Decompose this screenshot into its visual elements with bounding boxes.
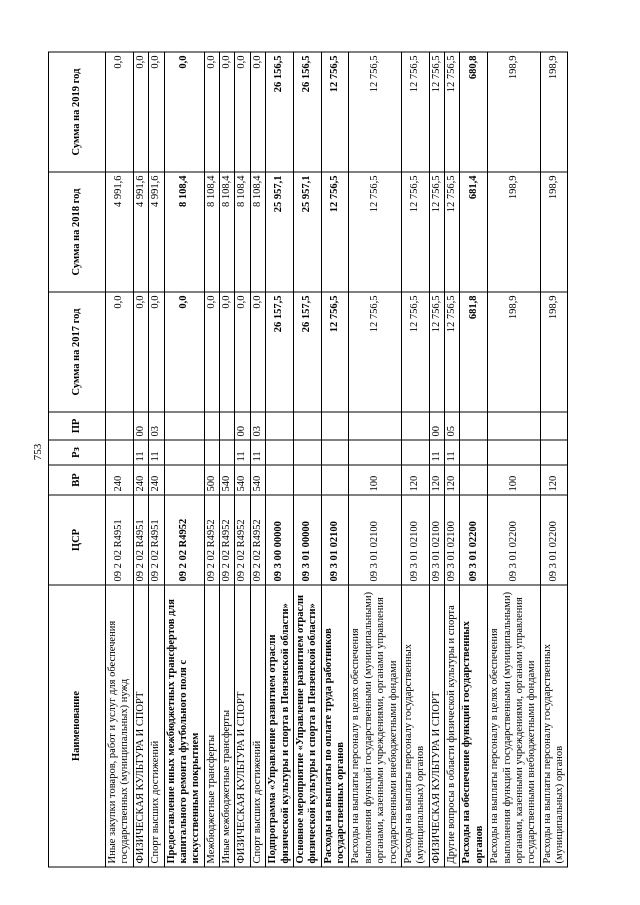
cell-sum-2019: 0,0 <box>235 52 250 172</box>
cell-vr: 500 <box>204 465 219 495</box>
cell-pr: 00 <box>133 412 148 440</box>
cell-sum-2019: 12 756,5 <box>429 52 444 172</box>
cell-sum-2017: 26 157,5 <box>266 292 294 412</box>
rotated-page <box>48 53 590 868</box>
cell-sum-2019: 680,8 <box>460 52 488 172</box>
cell-sum-2019: 0,0 <box>133 52 148 172</box>
cell-csr: 09 3 01 02100 <box>321 495 349 585</box>
cell-sum-2017: 0,0 <box>250 292 265 412</box>
cell-pr: 03 <box>250 412 265 440</box>
cell-sum-2018: 4 991,6 <box>149 172 164 292</box>
cell-vr: 540 <box>235 465 250 495</box>
header-rz: Рз <box>49 440 106 465</box>
cell-name: Расходы на выплаты персоналу государственных (муниципальных) органов <box>540 585 568 867</box>
cell-rz: 11 <box>235 440 250 465</box>
cell-sum-2019: 26 156,5 <box>293 52 321 172</box>
table-row <box>204 52 219 867</box>
cell-sum-2018: 12 756,5 <box>445 172 460 292</box>
cell-name: Расходы на выплаты персоналу государственных (муниципальных) органов <box>401 585 429 867</box>
cell-csr: 09 2 02 R4952 <box>164 495 204 585</box>
cell-sum-2019: 12 756,5 <box>401 52 429 172</box>
cell-sum-2019: 0,0 <box>204 52 219 172</box>
cell-name: Расходы на обеспечение функций государственных органов <box>460 585 488 867</box>
cell-sum-2017: 0,0 <box>133 292 148 412</box>
cell-vr: 120 <box>429 465 444 495</box>
cell-sum-2019: 26 156,5 <box>266 52 294 172</box>
cell-csr: 09 2 02 R4952 <box>235 495 250 585</box>
cell-rz <box>349 440 402 465</box>
table-body <box>106 52 568 867</box>
table-row <box>106 52 134 867</box>
cell-sum-2018: 12 756,5 <box>401 172 429 292</box>
cell-sum-2017: 198,9 <box>540 292 568 412</box>
cell-rz: 11 <box>133 440 148 465</box>
cell-sum-2018: 25 957,1 <box>266 172 294 292</box>
cell-sum-2017: 0,0 <box>220 292 235 412</box>
cell-pr: 00 <box>235 412 250 440</box>
cell-sum-2018: 4 991,6 <box>133 172 148 292</box>
cell-name: Расходы на выплаты персоналу в целях обеспечения выполнения функций государственными (муниципальными) органами, казенными учреждениями, органами управления государственными внебюджетными фондами <box>349 585 402 867</box>
cell-csr: 09 2 02 R4952 <box>204 495 219 585</box>
cell-pr: 00 <box>429 412 444 440</box>
cell-pr <box>488 412 541 440</box>
cell-name: Расходы на выплаты персоналу в целях обеспечения выполнения функций государственными (муниципальными) органами, казенными учреждениями, органами управления государственными внебюджетными фондами <box>488 585 541 867</box>
cell-rz <box>204 440 219 465</box>
cell-rz <box>460 440 488 465</box>
table-row <box>293 52 321 867</box>
cell-vr <box>321 465 349 495</box>
header-sum-2018: Сумма на 2018 год <box>49 172 106 292</box>
cell-name: Предоставление иных межбюджетных трансфертов для капитального ремонта футбольного поля с искусственным покрытием <box>164 585 204 867</box>
cell-vr: 240 <box>106 465 134 495</box>
cell-pr <box>266 412 294 440</box>
cell-vr <box>460 465 488 495</box>
header-name: Наименование <box>49 585 106 867</box>
cell-pr <box>106 412 134 440</box>
cell-name: Другие вопросы в области физической культуры и спорта <box>445 585 460 867</box>
cell-csr: 09 3 01 02200 <box>488 495 541 585</box>
cell-name: Спорт высших достижений <box>149 585 164 867</box>
table-row <box>460 52 488 867</box>
cell-rz <box>220 440 235 465</box>
cell-csr: 09 3 01 00000 <box>293 495 321 585</box>
table-header-row <box>49 52 106 867</box>
cell-csr: 09 2 02 R4951 <box>149 495 164 585</box>
budget-table <box>48 52 568 868</box>
cell-sum-2018: 8 108,4 <box>250 172 265 292</box>
cell-sum-2019: 0,0 <box>220 52 235 172</box>
cell-sum-2018: 8 108,4 <box>235 172 250 292</box>
cell-csr: 09 3 00 00000 <box>266 495 294 585</box>
cell-pr <box>349 412 402 440</box>
cell-sum-2019: 12 756,5 <box>321 52 349 172</box>
cell-sum-2017: 12 756,5 <box>401 292 429 412</box>
cell-sum-2019: 12 756,5 <box>349 52 402 172</box>
cell-sum-2018: 8 108,4 <box>220 172 235 292</box>
cell-sum-2018: 198,9 <box>488 172 541 292</box>
cell-sum-2018: 4 991,6 <box>106 172 134 292</box>
cell-pr <box>540 412 568 440</box>
cell-csr: 09 3 01 02100 <box>401 495 429 585</box>
cell-sum-2019: 0,0 <box>250 52 265 172</box>
cell-pr <box>293 412 321 440</box>
cell-name: Расходы на выплаты по оплате труда работников государственных органов <box>321 585 349 867</box>
cell-sum-2018: 198,9 <box>540 172 568 292</box>
cell-pr <box>401 412 429 440</box>
cell-pr: 05 <box>445 412 460 440</box>
table-row <box>164 52 204 867</box>
table-row <box>149 52 164 867</box>
cell-sum-2019: 0,0 <box>106 52 134 172</box>
cell-sum-2019: 0,0 <box>149 52 164 172</box>
cell-name: ФИЗИЧЕСКАЯ КУЛЬТУРА И СПОРТ <box>235 585 250 867</box>
cell-sum-2018: 8 108,4 <box>204 172 219 292</box>
cell-sum-2017: 12 756,5 <box>445 292 460 412</box>
header-sum-2019: Сумма на 2019 год <box>49 52 106 172</box>
cell-rz: 11 <box>445 440 460 465</box>
cell-csr: 09 2 02 R4952 <box>250 495 265 585</box>
cell-sum-2017: 0,0 <box>164 292 204 412</box>
table-row <box>429 52 444 867</box>
cell-csr: 09 3 01 02100 <box>429 495 444 585</box>
cell-vr: 540 <box>250 465 265 495</box>
cell-vr: 120 <box>540 465 568 495</box>
cell-rz <box>164 440 204 465</box>
cell-pr <box>460 412 488 440</box>
cell-sum-2017: 0,0 <box>235 292 250 412</box>
cell-vr: 100 <box>349 465 402 495</box>
cell-sum-2018: 12 756,5 <box>429 172 444 292</box>
table-row <box>133 52 148 867</box>
table-row <box>250 52 265 867</box>
table-row <box>220 52 235 867</box>
cell-rz <box>401 440 429 465</box>
cell-sum-2017: 0,0 <box>204 292 219 412</box>
cell-pr <box>321 412 349 440</box>
cell-vr: 120 <box>445 465 460 495</box>
cell-name: Межбюджетные трансферты <box>204 585 219 867</box>
cell-sum-2017: 681,8 <box>460 292 488 412</box>
cell-sum-2017: 198,9 <box>488 292 541 412</box>
header-sum-2017: Сумма на 2017 год <box>49 292 106 412</box>
cell-sum-2019: 0,0 <box>164 52 204 172</box>
cell-name: Основное мероприятие «Управление развитием отрасли физической культуры и спорта в Пензенской области» <box>293 585 321 867</box>
table-row <box>266 52 294 867</box>
cell-rz: 11 <box>149 440 164 465</box>
cell-sum-2017: 12 756,5 <box>321 292 349 412</box>
cell-pr: 03 <box>149 412 164 440</box>
cell-rz <box>106 440 134 465</box>
header-vr: ВР <box>49 465 106 495</box>
cell-rz <box>488 440 541 465</box>
cell-name: Иные закупки товаров, работ и услуг для обеспечения государственных (муниципальных) нужд <box>106 585 134 867</box>
cell-sum-2017: 12 756,5 <box>429 292 444 412</box>
table-row <box>349 52 402 867</box>
header-csr: ЦСР <box>49 495 106 585</box>
cell-pr <box>164 412 204 440</box>
cell-sum-2018: 25 957,1 <box>293 172 321 292</box>
cell-rz <box>321 440 349 465</box>
cell-name: ФИЗИЧЕСКАЯ КУЛЬТУРА И СПОРТ <box>133 585 148 867</box>
cell-name: Спорт высших достижений <box>250 585 265 867</box>
cell-vr: 540 <box>220 465 235 495</box>
cell-sum-2017: 0,0 <box>149 292 164 412</box>
cell-vr: 100 <box>488 465 541 495</box>
cell-sum-2019: 198,9 <box>488 52 541 172</box>
cell-csr: 09 2 02 R4952 <box>220 495 235 585</box>
cell-sum-2019: 12 756,5 <box>445 52 460 172</box>
cell-rz <box>540 440 568 465</box>
table-row <box>445 52 460 867</box>
table-row <box>401 52 429 867</box>
table-row <box>321 52 349 867</box>
cell-vr: 240 <box>149 465 164 495</box>
table-row <box>235 52 250 867</box>
cell-name: ФИЗИЧЕСКАЯ КУЛЬТУРА И СПОРТ <box>429 585 444 867</box>
cell-pr <box>220 412 235 440</box>
cell-csr: 09 3 01 02200 <box>540 495 568 585</box>
cell-rz: 11 <box>429 440 444 465</box>
cell-csr: 09 3 01 02100 <box>349 495 402 585</box>
cell-vr: 240 <box>133 465 148 495</box>
cell-pr <box>204 412 219 440</box>
cell-sum-2017: 26 157,5 <box>293 292 321 412</box>
cell-csr: 09 2 02 R4951 <box>133 495 148 585</box>
cell-sum-2018: 12 756,5 <box>349 172 402 292</box>
cell-sum-2018: 681,4 <box>460 172 488 292</box>
cell-csr: 09 2 02 R4951 <box>106 495 134 585</box>
cell-rz <box>293 440 321 465</box>
cell-sum-2019: 198,9 <box>540 52 568 172</box>
cell-name: Подпрограмма «Управление развитием отрасли физической культуры и спорта в Пензенской области» <box>266 585 294 867</box>
cell-csr: 09 3 01 02200 <box>460 495 488 585</box>
cell-rz: 11 <box>250 440 265 465</box>
cell-sum-2018: 8 108,4 <box>164 172 204 292</box>
cell-vr <box>266 465 294 495</box>
cell-sum-2017: 0,0 <box>106 292 134 412</box>
page-number: 753 <box>32 443 44 461</box>
cell-csr: 09 3 01 02100 <box>445 495 460 585</box>
cell-sum-2018: 12 756,5 <box>321 172 349 292</box>
table-row <box>488 52 541 867</box>
cell-rz <box>266 440 294 465</box>
cell-vr <box>164 465 204 495</box>
cell-vr: 120 <box>401 465 429 495</box>
table-row <box>540 52 568 867</box>
cell-sum-2017: 12 756,5 <box>349 292 402 412</box>
header-pr: ПР <box>49 412 106 440</box>
cell-vr <box>293 465 321 495</box>
cell-name: Иные межбюджетные трансферты <box>220 585 235 867</box>
